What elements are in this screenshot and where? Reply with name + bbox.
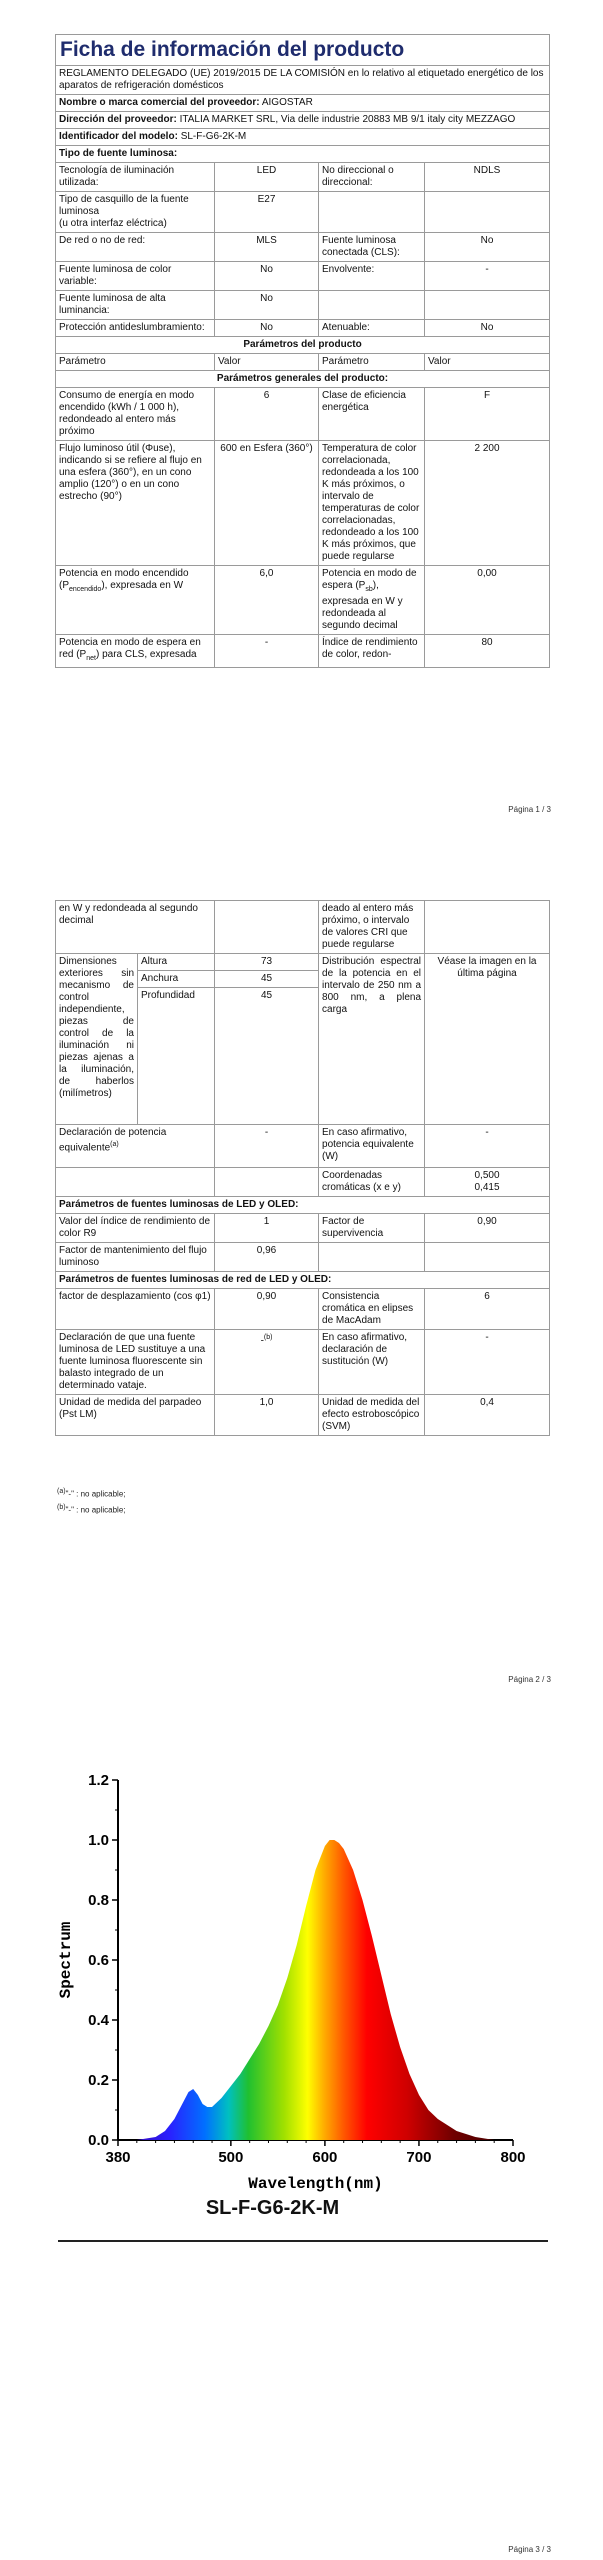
chroma-values — [425, 1168, 550, 1197]
width-label: Anchura — [138, 971, 215, 988]
envelope-value: - — [425, 262, 550, 291]
x-axis-label: Wavelength(nm) — [248, 2175, 383, 2193]
address-value: ITALIA MARKET SRL, Via delle industrie 20883 MB 9/1 italy city MEZZAGO — [179, 114, 516, 125]
chart-title: SL-F-G6-2K-M — [205, 2197, 340, 2219]
dims-label: Dimensiones exteriores sin mecanismo de control independiente, piezas de control de la iluminación ni piezas ajenas a la iluminación, de haberlos (milímetros) — [56, 954, 138, 1125]
dim-value: No — [425, 320, 550, 337]
empty-cell — [215, 901, 319, 954]
spectrum-chart — [58, 1760, 558, 2240]
page-number: Página 1 / 3 — [508, 805, 551, 814]
connected-value: No — [425, 233, 550, 262]
x-tick-label: 800 — [500, 2149, 526, 2166]
pst-label: Unidad de medida del parpadeo (Pst LM) — [56, 1395, 215, 1436]
param-col-header: Parámetro — [319, 354, 425, 371]
hl-value: No — [215, 291, 319, 320]
psb-label-sub: sb — [365, 586, 373, 593]
footnote-a — [57, 1485, 126, 1501]
connected-label: Fuente luminosa conectada (CLS): — [319, 233, 425, 262]
dim-label: Atenuable: — [319, 320, 425, 337]
energy-label: Consumo de energía en modo encendido (kWh / 1 000 h), redondeado al entero más próximo — [56, 388, 215, 441]
footnotes — [57, 1485, 126, 1516]
empty-cell — [425, 291, 550, 320]
r9-value: 1 — [215, 1214, 319, 1243]
spectrum-area — [118, 1840, 513, 2140]
y-tick-label: 1.0 — [88, 1832, 109, 1849]
depth-label: Profundidad — [138, 988, 215, 1125]
equiv-label-text: Declaración de potencia equivalente — [59, 1127, 167, 1154]
cri-value: 80 — [425, 635, 550, 668]
pnet-value: - — [215, 635, 319, 668]
equiv-value: - — [215, 1125, 319, 1168]
cri-label-cont: deado al entero más próximo, o intervalo de valores CRI que puede regularse — [319, 901, 425, 954]
tech-value: LED — [215, 163, 319, 192]
footnote-b — [57, 1501, 126, 1517]
y-tick-label: 0.8 — [88, 1892, 109, 1909]
envelope-label: Envolvente: — [319, 262, 425, 291]
product-info-table-part1 — [55, 34, 550, 668]
empty-cell — [425, 901, 550, 954]
depth-value: 45 — [215, 988, 319, 1125]
surv-value: 0,90 — [425, 1214, 550, 1243]
maint-value: 0,96 — [215, 1243, 319, 1272]
footnote-b-mark: (b) — [57, 1503, 66, 1511]
equiv2-label: En caso afirmativo, potencia equivalente (W) — [319, 1125, 425, 1168]
spd-value: Véase la imagen en la última página — [425, 954, 550, 1125]
x-tick-label: 500 — [218, 2149, 244, 2166]
r9-label: Valor del índice de rendimiento de color R9 — [56, 1214, 215, 1243]
empty-cell — [215, 1168, 319, 1197]
brand-row — [56, 95, 550, 112]
brand-value: AIGOSTAR — [261, 97, 313, 108]
cap-value: E27 — [215, 192, 319, 233]
psb-value: 0,00 — [425, 566, 550, 635]
y-tick-label: 0.2 — [88, 2072, 109, 2089]
repl-value — [215, 1330, 319, 1395]
x-tick-label: 380 — [105, 2149, 131, 2166]
spd-label: Distribución espectral de la potencia en el intervalo de 250 nm a 800 nm, a plena carga — [319, 954, 425, 1125]
y-tick-label: 0.0 — [88, 2132, 109, 2149]
page-number: Página 3 / 3 — [508, 2545, 551, 2554]
repl-label: Declaración de que una fuente luminosa de LED sustituye a una fuente luminosa fluorescente sin balasto integrado de un determinado vataje. — [56, 1330, 215, 1395]
spectrum-chart-svg — [58, 1760, 558, 2200]
maint-label: Factor de mantenimiento del flujo luminoso — [56, 1243, 215, 1272]
svm-label: Unidad de medida del efecto estroboscópico (SVM) — [319, 1395, 425, 1436]
y-tick-label: 0.4 — [88, 2012, 109, 2029]
cap-label: Tipo de casquillo de la fuente luminosa — [59, 194, 189, 217]
psb-label-b: ), expresada en W y redondeada al segundo decimal — [322, 580, 403, 631]
equiv2-value: - — [425, 1125, 550, 1168]
product-params-heading: Parámetros del producto — [56, 337, 550, 354]
page-2 — [0, 820, 603, 1700]
psb-label — [319, 566, 425, 635]
pnet-label-sub: net — [86, 655, 96, 662]
page-3 — [0, 1700, 603, 2560]
nondir-label: No direccional o direccional: — [319, 163, 425, 192]
chart-area-layer — [118, 1840, 513, 2140]
repl2-value: - — [425, 1330, 550, 1395]
pon-label — [56, 566, 215, 635]
surv-label: Factor de supervivencia — [319, 1214, 425, 1243]
brand-label: Nombre o marca comercial del proveedor: — [59, 97, 260, 108]
param-col-header: Parámetro — [56, 354, 215, 371]
width-value: 45 — [215, 971, 319, 988]
repl-footnote-mark: (b) — [263, 1334, 273, 1341]
cap-label-cell — [56, 192, 215, 233]
cct-label: Temperatura de color correlacionada, redondeada a los 100 K más próximos, o intervalo de temperaturas de color correlacionadas, redondeado a los 100 K más próximos, que puede regularse — [319, 441, 425, 566]
pnet-label-b: ) para CLS, expresada — [95, 649, 197, 660]
nondir-value: NDLS — [425, 163, 550, 192]
pst-value: 1,0 — [215, 1395, 319, 1436]
macadam-label: Consistencia cromática en elipses de MacAdam — [319, 1289, 425, 1330]
macadam-value: 6 — [425, 1289, 550, 1330]
empty-cell — [425, 192, 550, 233]
energy-value: 6 — [215, 388, 319, 441]
flux-label: Flujo luminoso útil (Φuse), indicando si se refiere al flujo en una esfera (360°), en un cono amplio (120°) o en un cono estrecho (90°) — [56, 441, 215, 566]
model-label: Identificador del modelo: — [59, 131, 178, 142]
empty-cell — [319, 192, 425, 233]
page-number: Página 2 / 3 — [508, 1675, 551, 1684]
glare-value: No — [215, 320, 319, 337]
class-label: Clase de eficiencia energética — [319, 388, 425, 441]
chroma-label: Coordenadas cromáticas (x e y) — [319, 1168, 425, 1197]
empty-cell — [56, 1168, 215, 1197]
regulation-text: REGLAMENTO DELEGADO (UE) 2019/2015 DE LA COMISIÓN en lo relativo al etiquetado energético de los aparatos de refrigeración domésticos — [56, 66, 550, 95]
value-col-header: Valor — [215, 354, 319, 371]
tunable-label: Fuente luminosa de color variable: — [56, 262, 215, 291]
disp-label: factor de desplazamiento (cos φ1) — [56, 1289, 215, 1330]
pnet-label — [56, 635, 215, 668]
led-params-heading: Parámetros de fuentes luminosas de LED y OLED: — [56, 1197, 550, 1214]
empty-cell — [319, 291, 425, 320]
page-title: Ficha de información del producto — [56, 35, 550, 66]
cri-label: Índice de rendimiento de color, redon- — [319, 635, 425, 668]
page-1 — [0, 0, 603, 820]
pon-value: 6,0 — [215, 566, 319, 635]
chart-divider — [58, 2240, 548, 2242]
model-value: SL-F-G6-2K-M — [180, 131, 247, 142]
source-type-heading: Tipo de fuente luminosa: — [56, 146, 550, 163]
height-value: 73 — [215, 954, 319, 971]
cct-value: 2 200 — [425, 441, 550, 566]
footnote-b-text: "-" : no aplicable; — [65, 1505, 126, 1515]
chroma-x: 0,500 — [474, 1170, 500, 1181]
y-axis-label: Spectrum — [58, 1921, 75, 1999]
equiv-footnote-mark: (a) — [110, 1141, 119, 1148]
product-info-table-part2 — [55, 900, 550, 1436]
y-tick-label: 1.2 — [88, 1772, 109, 1789]
class-value: F — [425, 388, 550, 441]
cap-note: (u otra interfaz eléctrica) — [59, 218, 167, 229]
hl-label: Fuente luminosa de alta luminancia: — [56, 291, 215, 320]
address-label: Dirección del proveedor: — [59, 114, 177, 125]
empty-cell — [319, 1243, 425, 1272]
glare-label: Protección antideslumbramiento: — [56, 320, 215, 337]
equiv-label — [56, 1125, 215, 1168]
x-tick-label: 600 — [312, 2149, 338, 2166]
y-tick-label: 0.6 — [88, 1952, 109, 1969]
general-params-heading: Parámetros generales del producto: — [56, 371, 550, 388]
mains-label: De red o no de red: — [56, 233, 215, 262]
chroma-y: 0,415 — [474, 1182, 500, 1193]
value-col-header: Valor — [425, 354, 550, 371]
model-row — [56, 129, 550, 146]
tech-label: Tecnología de iluminación utilizada: — [56, 163, 215, 192]
x-tick-label: 700 — [406, 2149, 432, 2166]
repl-value-text: - — [260, 1335, 264, 1347]
pnet-label-a: Potencia en modo de espera en red (P — [59, 637, 201, 660]
svm-value: 0,4 — [425, 1395, 550, 1436]
footnote-a-mark: (a) — [57, 1488, 66, 1495]
pnet-label-cont: en W y redondeada al segundo decimal — [56, 901, 215, 954]
mains-led-params-heading: Parámetros de fuentes luminosas de red de LED y OLED: — [56, 1272, 550, 1289]
empty-cell — [425, 1243, 550, 1272]
height-label: Altura — [138, 954, 215, 971]
pon-label-b: ), expresada en W — [101, 580, 184, 591]
mains-value: MLS — [215, 233, 319, 262]
psb-label-a: Potencia en modo de espera (P — [322, 568, 417, 591]
tunable-value: No — [215, 262, 319, 291]
pon-label-a: Potencia en modo encendido (P — [59, 568, 189, 591]
address-row — [56, 112, 550, 129]
pon-label-sub: encendido — [69, 586, 102, 593]
footnote-a-text: "-" : no aplicable; — [65, 1489, 126, 1499]
flux-value: 600 en Esfera (360°) — [215, 441, 319, 566]
repl2-label: En caso afirmativo, declaración de sustitución (W) — [319, 1330, 425, 1395]
disp-value: 0,90 — [215, 1289, 319, 1330]
